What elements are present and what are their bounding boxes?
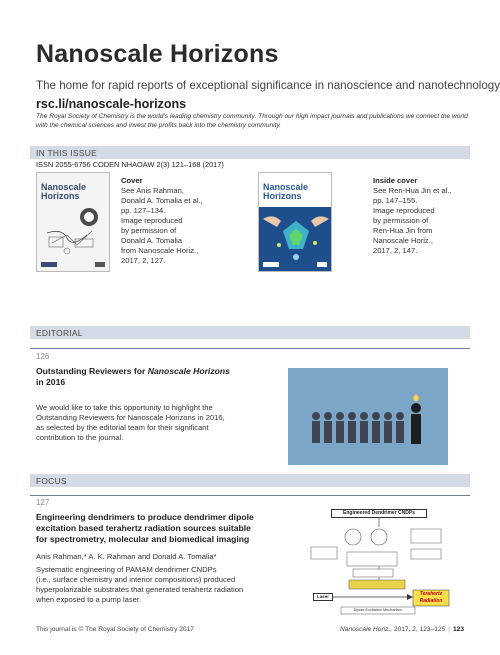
footer-separator: |: [448, 626, 450, 633]
editorial-body-line: We would like to take this opportunity to highlight the: [36, 403, 213, 412]
journal-tagline: The home for rapid reports of exceptional significance in nanoscience and nanotechnology: [36, 79, 500, 92]
inside-cover-line: pp. 147–155.: [373, 196, 418, 206]
inside-cover-line: See Ren-Hua Jin et al.,: [373, 186, 452, 196]
cover-logo-left: [41, 262, 57, 267]
footer-copyright: This journal is © The Royal Society of Chemistry 2017: [36, 626, 194, 633]
editorial-body: [36, 403, 225, 443]
inside-cover-line: Nanoscale Horiz.,: [373, 236, 433, 246]
cover-thumb-title: Nanoscale Horizons: [41, 182, 87, 201]
section-label: EDITORIAL: [36, 328, 83, 338]
editorial-title-plain: Outstanding Reviewers for: [36, 366, 148, 376]
focus-authors: Anis Rahman,* A. K. Rahman and Donald A. Tomalia*: [36, 552, 217, 561]
focus-body: [36, 565, 243, 605]
focus-title-line: Engineering dendrimers to produce dendrimer dipole: [36, 512, 254, 522]
focus-body-line: (i.e., surface chemistry and interior compositions) produced: [36, 575, 236, 585]
focus-title-line: excitation based terahertz radiation sources suitable: [36, 523, 251, 534]
section-bar-focus: [30, 474, 470, 487]
cover-line: See Anis Rahman,: [121, 186, 184, 196]
footer-journal: Nanoscale Horiz.,: [340, 626, 393, 633]
focus-body-line: Systematic engineering of PAMAM dendrimer CNDPs: [36, 565, 217, 574]
inside-cover-head: Inside cover: [373, 176, 418, 185]
focus-page-number: 127: [36, 498, 50, 507]
inside-cover-line: Image reproduced: [373, 206, 435, 216]
section-bar-editorial: [30, 326, 470, 339]
inside-cover-artwork: [259, 173, 332, 272]
focus-title[interactable]: [36, 512, 254, 546]
editorial-image: [288, 368, 448, 465]
inside-cover-logo-left: [263, 262, 279, 267]
focus-body-line: when exposed to a pump laser.: [36, 595, 142, 605]
cover-line: Donald A. Tomalia et al.,: [121, 196, 203, 206]
cover-line: 2017, 2, 127.: [121, 256, 166, 266]
editorial-body-line: as selected by the editorial team for their significant: [36, 423, 209, 433]
footer-citation-text: 2017, 2, 123–125: [392, 626, 446, 633]
inside-cover-line: 2017, 2, 147.: [373, 246, 418, 256]
editorial-body-line: Outstanding Reviewers for Nanoscale Horizons in 2016,: [36, 413, 225, 423]
editorial-title[interactable]: [36, 366, 230, 388]
section-label: IN THIS ISSUE: [36, 148, 97, 158]
inside-cover-image: [258, 172, 332, 272]
cover-line: by permission of: [121, 226, 177, 236]
focus-body-line: hyperpolarizable substrates that generated terahertz radiation: [36, 585, 244, 595]
editorial-title-line2: in 2016: [36, 377, 66, 388]
focus-rule: [30, 495, 470, 496]
inside-cover-description: [373, 176, 465, 256]
editorial-body-line: contribution to the journal.: [36, 433, 124, 443]
section-label: FOCUS: [36, 476, 67, 486]
editorial-title-italic: Nanoscale Horizons: [147, 366, 230, 376]
journal-title: Nanoscale Horizons: [36, 40, 279, 68]
cover-line: pp. 127–134.: [121, 206, 166, 216]
inside-cover-logo-right: [317, 262, 327, 267]
cover-line: from Nanoscale Horiz.,: [121, 246, 199, 256]
diagram-terahertz-label: Terahertz Radiation: [419, 591, 443, 604]
inside-cover-thumb-title: Nanoscale Horizons: [263, 182, 309, 201]
cover-line: Donald A. Tomalia: [121, 236, 183, 246]
rsc-blurb: The Royal Society of Chemistry is the world's leading chemistry community. Through our high impact journals and publications we connect the world with the chemical sciences and invest the profits back into the chemistry community.: [36, 113, 468, 129]
cover-image: [36, 172, 110, 272]
reviewers-illustration: [288, 368, 448, 465]
footer-page-number: 123: [452, 626, 464, 633]
focus-title-line: for spectrometry, molecular and biomedical imaging: [36, 534, 250, 545]
cover-head: Cover: [121, 176, 143, 185]
focus-diagram: [303, 507, 453, 617]
section-bar-in-this-issue: [30, 146, 470, 159]
editorial-page-number: 126: [36, 352, 50, 361]
issue-info: ISSN 2055-6756 CODEN NHAOAW 2(3) 121–168 (2017): [36, 160, 224, 169]
diagram-laser-label: Laser: [313, 593, 333, 601]
cover-line: Image reproduced: [121, 216, 183, 226]
cover-artwork: [37, 173, 110, 272]
diagram-bottom-label: Dipole Excitation Mechanism: [353, 608, 403, 612]
cover-description: [121, 176, 213, 266]
inside-cover-line: Ren-Hua Jin from: [373, 226, 433, 236]
journal-url[interactable]: rsc.li/nanoscale-horizons: [36, 97, 187, 111]
cover-logo-right: [95, 262, 105, 267]
editorial-rule: [30, 348, 470, 349]
inside-cover-line: by permission of: [373, 216, 429, 226]
footer-citation: [340, 626, 464, 633]
diagram-title: Engineered Dendrimer CNDPs: [331, 509, 427, 518]
